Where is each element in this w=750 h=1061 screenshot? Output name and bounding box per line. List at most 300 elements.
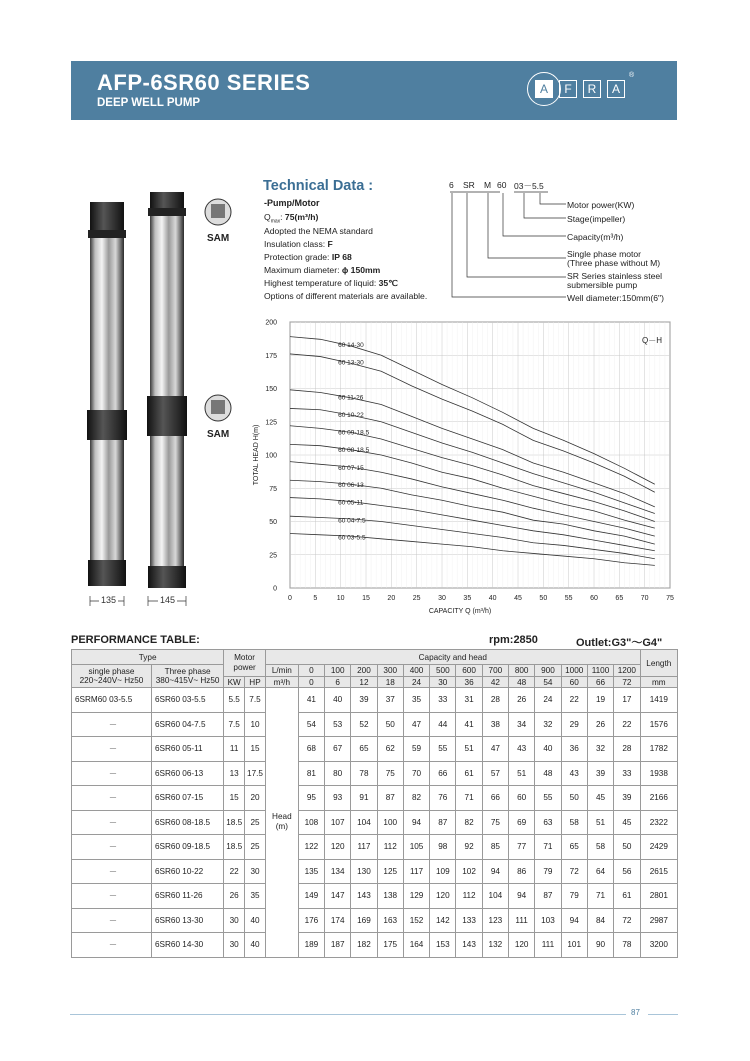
- x-tick-label: 40: [488, 595, 497, 602]
- head-value: 102: [456, 859, 482, 884]
- head-value: 32: [587, 737, 613, 762]
- head-value: 143: [351, 884, 377, 909]
- head-value: 60: [509, 786, 535, 811]
- head-value: 142: [430, 908, 456, 933]
- dimension-135: 135: [101, 595, 117, 605]
- head-value: 105: [403, 835, 429, 860]
- head-value: 52: [351, 712, 377, 737]
- head-value: 43: [561, 761, 587, 786]
- hp-cell: 40: [245, 908, 266, 933]
- head-value: 87: [535, 884, 561, 909]
- header-banner: [71, 61, 677, 120]
- page-title: AFP-6SR60 SERIES: [97, 70, 311, 95]
- hp-cell: 17.5: [245, 761, 266, 786]
- lmin-cell: 600: [456, 665, 482, 677]
- kw-cell: 5.5: [224, 688, 245, 713]
- afra-logo: [527, 72, 641, 108]
- table-row: [72, 737, 678, 762]
- x-axis-label: CAPACITY Q (m³/h): [428, 608, 492, 615]
- header-length: Length: [640, 650, 677, 677]
- head-value: 50: [377, 712, 403, 737]
- head-value: 175: [377, 933, 403, 958]
- model-code-leader-lines: [440, 190, 570, 300]
- head-value: 103: [535, 908, 561, 933]
- head-value: 130: [351, 859, 377, 884]
- head-value: 138: [377, 884, 403, 909]
- head-value: 123: [482, 908, 508, 933]
- kw-cell: 22: [224, 859, 245, 884]
- rpm-label: rpm:2850: [489, 634, 538, 646]
- head-value: 169: [351, 908, 377, 933]
- qh-performance-chart: [240, 315, 680, 615]
- x-tick-label: 60: [590, 595, 598, 602]
- registered-mark: ®: [629, 72, 635, 79]
- head-value: 80: [325, 761, 351, 786]
- x-tick-label: 35: [463, 595, 472, 602]
- head-value: 40: [325, 688, 351, 713]
- head-value: 91: [351, 786, 377, 811]
- head-value: 84: [587, 908, 613, 933]
- length-cell: 1576: [640, 712, 677, 737]
- head-value: 51: [456, 737, 482, 762]
- three-phase-model: 6SR60 05-11: [151, 737, 223, 762]
- code-part-60: 60: [497, 180, 507, 190]
- head-value: 32: [535, 712, 561, 737]
- m3h-cell: 24: [403, 677, 429, 688]
- three-phase-model: 6SR60 14-30: [151, 933, 223, 958]
- performance-table-title: PERFORMANCE TABLE:: [71, 634, 200, 646]
- head-value: 43: [509, 737, 535, 762]
- head-value: 58: [587, 835, 613, 860]
- head-value: 51: [587, 810, 613, 835]
- single-phase-model: －: [72, 908, 152, 933]
- head-value: 64: [587, 859, 613, 884]
- series-label: 60 10-22: [338, 411, 364, 419]
- lmin-cell: 1200: [614, 665, 640, 677]
- series-label: 60 05-11: [338, 499, 364, 507]
- table-row: [72, 810, 678, 835]
- lmin-cell: 700: [482, 665, 508, 677]
- head-value: 71: [587, 884, 613, 909]
- series-label: 60 07-15: [338, 464, 364, 472]
- head-value: 41: [456, 712, 482, 737]
- lmin-cell: 0: [298, 665, 324, 677]
- head-value: 182: [351, 933, 377, 958]
- head-value: 59: [403, 737, 429, 762]
- head-value: 58: [561, 810, 587, 835]
- head-value: 95: [298, 786, 324, 811]
- logo-letter-3: R: [583, 80, 601, 98]
- y-axis-label: TOTAL HEAD H(m): [253, 424, 260, 486]
- kw-cell: 7.5: [224, 712, 245, 737]
- head-value: 22: [614, 712, 640, 737]
- head-value: 82: [403, 786, 429, 811]
- head-value: 82: [456, 810, 482, 835]
- head-value: 70: [403, 761, 429, 786]
- three-phase-model: 6SR60 03-5.5: [151, 688, 223, 713]
- length-cell: 1938: [640, 761, 677, 786]
- hp-cell: 25: [245, 810, 266, 835]
- technical-data-title: Technical Data :: [263, 178, 374, 194]
- y-tick-label: 25: [269, 552, 277, 560]
- head-value: 24: [535, 688, 561, 713]
- tech-nema: Adopted the NEMA standard: [264, 226, 373, 236]
- head-value: 22: [561, 688, 587, 713]
- x-tick-label: 50: [539, 595, 548, 602]
- m3h-cell: 12: [351, 677, 377, 688]
- logo-letter-4: A: [607, 80, 625, 98]
- head-value: 33: [430, 688, 456, 713]
- head-value: 47: [403, 712, 429, 737]
- x-tick-label: 10: [336, 595, 345, 602]
- sam-label-1: SAM: [207, 233, 230, 244]
- logo-letter-1: A: [535, 80, 553, 98]
- header-type: Type: [72, 650, 224, 665]
- length-cell: 2615: [640, 859, 677, 884]
- kw-cell: 30: [224, 933, 245, 958]
- single-phase-model: －: [72, 712, 152, 737]
- head-value: 34: [509, 712, 535, 737]
- head-value: 45: [587, 786, 613, 811]
- head-value: 189: [298, 933, 324, 958]
- header-motor-power: Motor power: [224, 650, 266, 677]
- head-value: 135: [298, 859, 324, 884]
- head-value: 41: [298, 688, 324, 713]
- single-phase-model: －: [72, 737, 152, 762]
- head-value: 79: [561, 884, 587, 909]
- header-single-phase: single phase 220~240V~ Hz50: [72, 665, 152, 688]
- head-value: 72: [561, 859, 587, 884]
- head-value: 54: [298, 712, 324, 737]
- x-tick-label: 65: [615, 595, 624, 602]
- table-row: [72, 933, 678, 958]
- lmin-cell: 500: [430, 665, 456, 677]
- head-value: 101: [561, 933, 587, 958]
- length-cell: 2429: [640, 835, 677, 860]
- hp-cell: 35: [245, 884, 266, 909]
- kw-cell: 18.5: [224, 835, 245, 860]
- head-value: 69: [509, 810, 535, 835]
- head-value: 39: [351, 688, 377, 713]
- lmin-cell: 900: [535, 665, 561, 677]
- hp-cell: 20: [245, 786, 266, 811]
- kw-cell: 26: [224, 884, 245, 909]
- single-phase-model: －: [72, 859, 152, 884]
- head-value: 117: [351, 835, 377, 860]
- series-label: 60 06-13: [338, 482, 364, 490]
- head-value: 68: [298, 737, 324, 762]
- head-label: Head (m): [265, 688, 298, 958]
- table-row: [72, 786, 678, 811]
- head-value: 44: [430, 712, 456, 737]
- lmin-cell: 300: [377, 665, 403, 677]
- single-phase-model: －: [72, 810, 152, 835]
- head-value: 90: [587, 933, 613, 958]
- head-value: 76: [430, 786, 456, 811]
- head-value: 120: [509, 933, 535, 958]
- x-tick-label: 0: [288, 595, 292, 602]
- y-tick-label: 75: [269, 485, 277, 493]
- series-label: 60 13-30: [338, 359, 364, 367]
- head-value: 31: [456, 688, 482, 713]
- head-value: 55: [535, 786, 561, 811]
- head-value: 26: [509, 688, 535, 713]
- kw-cell: 13: [224, 761, 245, 786]
- table-row: [72, 688, 678, 713]
- legend-motor-power: Motor power(KW): [567, 200, 635, 210]
- performance-table: [71, 649, 678, 958]
- head-value: 81: [298, 761, 324, 786]
- m3h-cell: 0: [298, 677, 324, 688]
- footer-divider: [70, 1014, 626, 1015]
- lmin-cell: 100: [325, 665, 351, 677]
- head-value: 37: [377, 688, 403, 713]
- pump-right-image: [147, 192, 187, 588]
- length-cell: 2987: [640, 908, 677, 933]
- length-cell: 2166: [640, 786, 677, 811]
- head-value: 85: [482, 835, 508, 860]
- x-tick-label: 25: [412, 595, 421, 602]
- single-phase-model: －: [72, 933, 152, 958]
- head-value: 94: [561, 908, 587, 933]
- head-value: 104: [482, 884, 508, 909]
- head-value: 100: [377, 810, 403, 835]
- series-label: 60 14-30: [338, 342, 364, 350]
- tech-temperature: Highest temperature of liquid: 35℃: [264, 278, 398, 288]
- x-tick-label: 15: [362, 595, 370, 602]
- legend-stage: Stage(impeller): [567, 214, 626, 224]
- head-value: 48: [535, 761, 561, 786]
- three-phase-model: 6SR60 06-13: [151, 761, 223, 786]
- three-phase-model: 6SR60 11-26: [151, 884, 223, 909]
- head-value: 65: [351, 737, 377, 762]
- x-tick-label: 5: [313, 595, 318, 602]
- lmin-cell: 400: [403, 665, 429, 677]
- head-value: 86: [509, 859, 535, 884]
- head-value: 47: [482, 737, 508, 762]
- header-kw: KW: [224, 677, 245, 688]
- head-value: 35: [403, 688, 429, 713]
- head-value: 104: [351, 810, 377, 835]
- single-phase-model: －: [72, 884, 152, 909]
- m3h-cell: 42: [482, 677, 508, 688]
- header-m3h: m³/h: [265, 677, 298, 688]
- y-tick-label: 100: [265, 452, 277, 460]
- hp-cell: 10: [245, 712, 266, 737]
- y-tick-label: 0: [273, 585, 277, 593]
- head-value: 93: [325, 786, 351, 811]
- head-value: 133: [456, 908, 482, 933]
- head-value: 94: [482, 859, 508, 884]
- hp-cell: 7.5: [245, 688, 266, 713]
- head-value: 112: [377, 835, 403, 860]
- head-value: 28: [482, 688, 508, 713]
- head-value: 120: [430, 884, 456, 909]
- x-tick-label: 30: [438, 595, 446, 602]
- code-part-sr: SR: [463, 180, 475, 190]
- x-tick-label: 70: [640, 595, 649, 602]
- head-value: 56: [614, 859, 640, 884]
- head-value: 51: [509, 761, 535, 786]
- head-value: 19: [587, 688, 613, 713]
- length-cell: 1782: [640, 737, 677, 762]
- table-row: [72, 884, 678, 909]
- x-tick-label: 75: [666, 595, 674, 602]
- head-value: 152: [403, 908, 429, 933]
- head-value: 163: [377, 908, 403, 933]
- head-value: 94: [509, 884, 535, 909]
- head-value: 111: [509, 908, 535, 933]
- length-cell: 3200: [640, 933, 677, 958]
- header-lmin: L/min: [265, 665, 298, 677]
- head-value: 147: [325, 884, 351, 909]
- single-phase-model: －: [72, 761, 152, 786]
- head-value: 78: [614, 933, 640, 958]
- x-tick-label: 20: [387, 595, 396, 602]
- y-tick-label: 150: [265, 386, 277, 393]
- head-value: 66: [430, 761, 456, 786]
- y-tick-label: 125: [265, 419, 277, 427]
- legend-single-phase: Single phase motor: [567, 249, 642, 259]
- head-value: 153: [430, 933, 456, 958]
- head-value: 17: [614, 688, 640, 713]
- legend-well-diameter: Well diameter:150mm(6"): [567, 293, 664, 303]
- single-phase-model: －: [72, 786, 152, 811]
- head-value: 28: [614, 737, 640, 762]
- head-value: 45: [614, 810, 640, 835]
- three-phase-model: 6SR60 10-22: [151, 859, 223, 884]
- m3h-cell: 36: [456, 677, 482, 688]
- series-label: 60 03-5.5: [338, 534, 366, 542]
- head-value: 122: [298, 835, 324, 860]
- head-value: 75: [377, 761, 403, 786]
- head-value: 71: [535, 835, 561, 860]
- header-three-phase: Three phase 380~415V~ Hz50: [151, 665, 223, 688]
- three-phase-model: 6SR60 04-7.5: [151, 712, 223, 737]
- series-label: 60 09-18.5: [338, 429, 370, 437]
- x-tick-label: 55: [564, 595, 573, 602]
- m3h-cell: 48: [509, 677, 535, 688]
- legend-submersible: submersible pump: [567, 280, 638, 290]
- head-value: 77: [509, 835, 535, 860]
- outlet-label: Outlet:G3"～G4": [576, 637, 663, 649]
- tech-protection: Protection grade: IP 68: [264, 252, 352, 262]
- length-cell: 2322: [640, 810, 677, 835]
- series-label: 60 08-18.5: [338, 447, 370, 455]
- m3h-cell: 54: [535, 677, 561, 688]
- head-value: 98: [430, 835, 456, 860]
- head-value: 107: [325, 810, 351, 835]
- head-value: 109: [430, 859, 456, 884]
- head-value: 75: [482, 810, 508, 835]
- tech-options: Options of different materials are available.: [264, 291, 428, 301]
- header-capacity-head: Capacity and head: [265, 650, 640, 665]
- three-phase-model: 6SR60 07-15: [151, 786, 223, 811]
- m3h-cell: 6: [325, 677, 351, 688]
- single-phase-model: －: [72, 835, 152, 860]
- hp-cell: 30: [245, 859, 266, 884]
- legend-sr-series: SR Series stainless steel: [567, 271, 663, 281]
- head-value: 87: [377, 786, 403, 811]
- series-label: 60 04-7.5: [338, 517, 366, 525]
- head-value: 176: [298, 908, 324, 933]
- tech-insulation: Insulation class: F: [264, 239, 333, 249]
- three-phase-model: 6SR60 09-18.5: [151, 835, 223, 860]
- three-phase-model: 6SR60 08-18.5: [151, 810, 223, 835]
- y-tick-label: 50: [269, 519, 277, 526]
- chart-title: Q－H: [642, 336, 662, 345]
- head-value: 55: [430, 737, 456, 762]
- head-value: 39: [587, 761, 613, 786]
- head-value: 36: [561, 737, 587, 762]
- head-value: 72: [614, 908, 640, 933]
- kw-cell: 11: [224, 737, 245, 762]
- single-phase-model: 6SRM60 03-5.5: [72, 688, 152, 713]
- logo-letter-2: F: [559, 80, 577, 98]
- head-value: 129: [403, 884, 429, 909]
- tech-section: -Pump/Motor: [264, 198, 320, 208]
- code-part-m: M: [484, 180, 492, 190]
- head-value: 132: [482, 933, 508, 958]
- table-row: [72, 859, 678, 884]
- head-value: 61: [456, 761, 482, 786]
- head-value: 112: [456, 884, 482, 909]
- m3h-cell: 66: [587, 677, 613, 688]
- code-part-stage: 03－5.5: [514, 181, 544, 191]
- head-value: 78: [351, 761, 377, 786]
- head-value: 111: [535, 933, 561, 958]
- y-tick-label: 200: [265, 319, 277, 327]
- head-value: 94: [403, 810, 429, 835]
- page-number: 87: [631, 1008, 640, 1017]
- table-row: [72, 761, 678, 786]
- head-value: 92: [456, 835, 482, 860]
- lmin-cell: 1100: [587, 665, 613, 677]
- lmin-cell: 800: [509, 665, 535, 677]
- head-value: 187: [325, 933, 351, 958]
- table-row: [72, 712, 678, 737]
- header-mm: mm: [640, 677, 677, 688]
- m3h-cell: 72: [614, 677, 640, 688]
- head-value: 71: [456, 786, 482, 811]
- head-value: 108: [298, 810, 324, 835]
- head-value: 143: [456, 933, 482, 958]
- pump-images: [70, 190, 250, 610]
- pump-left-image: [87, 202, 127, 586]
- m3h-cell: 30: [430, 677, 456, 688]
- page-subtitle: DEEP WELL PUMP: [97, 97, 201, 109]
- head-value: 53: [325, 712, 351, 737]
- head-value: 63: [535, 810, 561, 835]
- head-value: 66: [482, 786, 508, 811]
- head-value: 40: [535, 737, 561, 762]
- head-value: 39: [614, 786, 640, 811]
- head-value: 62: [377, 737, 403, 762]
- m3h-cell: 60: [561, 677, 587, 688]
- kw-cell: 18.5: [224, 810, 245, 835]
- head-value: 50: [614, 835, 640, 860]
- code-part-6: 6: [449, 180, 454, 190]
- dimension-145: 145: [160, 595, 176, 605]
- head-value: 61: [614, 884, 640, 909]
- three-phase-model: 6SR60 13-30: [151, 908, 223, 933]
- hp-cell: 25: [245, 835, 266, 860]
- head-value: 50: [561, 786, 587, 811]
- footer-divider-right: [648, 1014, 678, 1015]
- hp-cell: 40: [245, 933, 266, 958]
- head-value: 38: [482, 712, 508, 737]
- head-value: 134: [325, 859, 351, 884]
